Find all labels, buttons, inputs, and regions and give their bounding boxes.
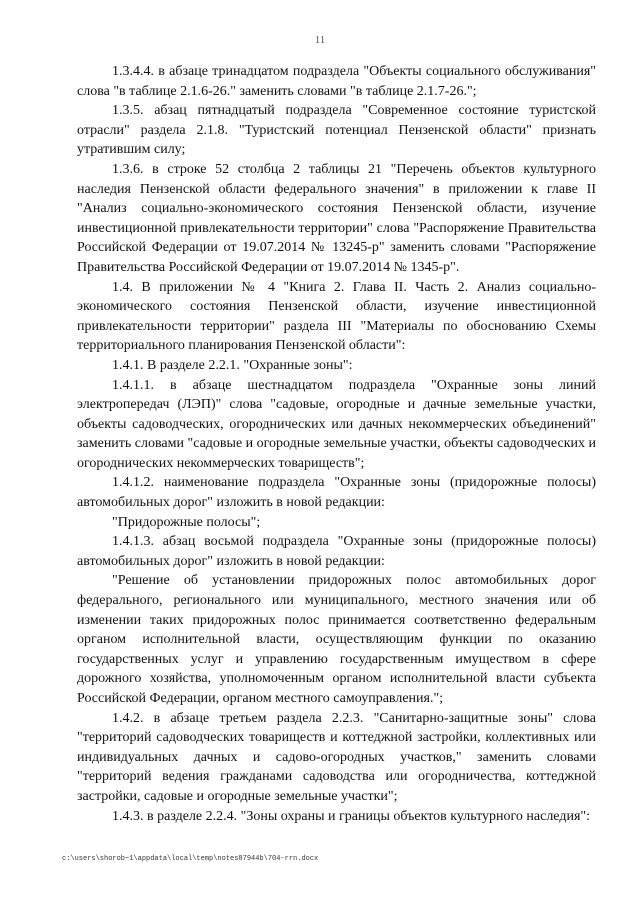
- footer-file-path: c:\users\shorob~1\appdata\local\temp\notes87944b\704-rrn.docx: [62, 855, 319, 863]
- paragraph-1-4-3: 1.4.3. в разделе 2.2.4. "Зоны охраны и границы объектов культурного наследия":: [112, 808, 590, 824]
- paragraph-decision-quote: "Решение об установлении придорожных полос автомобильных дорог федерального, регионального или муниципального, местного значения или об изменении таких придорожных полос принимается соответственно федеральным органом исполнительной власти, осуществляющим функции по оказанию государственных услуг и управлению государственным имуществом в сфере дорожного хозяйства, уполномоченным органом исполнительной власти субъекта Российской Федерации, органом местного самоуправления.";: [77, 573, 596, 706]
- paragraph-1-4-2: 1.4.2. в абзаце третьем раздела 2.2.3. "Санитарно-защитные зоны" слова "территорий садоводческих товариществ и коттеджной застройки, коллективных или индивидуальных дачных и садово-огородных участков," заменить словами "территорий ведения гражданами садоводства или огородничества, коттеджной застройки, садовые и огородные земельные участки";: [77, 710, 596, 804]
- paragraph-1-4-1-1: 1.4.1.1. в абзаце шестнадцатом подраздела "Охранные зоны линий электропередач (ЛЭП)" слова "садовые, огородные и дачные земельные участки, объекты садоводческих, огороднических или дачных некоммерческих объединений" заменить словами "садовые и огородные земельные участки, объекты садоводческих и огороднических некоммерческих товариществ";: [77, 377, 596, 471]
- paragraph-1-4-1-2: 1.4.1.2. наименование подраздела "Охранные зоны (придорожные полосы) автомобильных дорог" изложить в новой редакции:: [77, 475, 596, 511]
- paragraph-1-3-5: 1.3.5. абзац пятнадцатый подраздела "Современное состояние туристской отрасли" раздела 2.1.8. "Туристский потенциал Пензенской области" признать утратившим силу;: [77, 103, 596, 158]
- page-number: 11: [314, 34, 326, 46]
- paragraph-1-3-4-4: 1.3.4.4. в абзаце тринадцатом подраздела "Объекты социального обслуживания" слова "в таблице 2.1.6-26." заменить словами "в таблице 2.1.7-26.";: [77, 64, 596, 99]
- paragraph-1-4-1: 1.4.1. В разделе 2.2.1. "Охранные зоны":: [112, 357, 353, 373]
- paragraph-1-4: 1.4. В приложении № 4 "Книга 2. Глава II. Часть 2. Анализ социально-экономического состояния Пензенской области, изучение инвестиционной привлекательности территории" раздела III "Материалы по обоснованию Схемы территориального планирования Пензенской области":: [77, 279, 596, 354]
- paragraph-1-4-1-3: 1.4.1.3. абзац восьмой подраздела "Охранные зоны (придорожные полосы) автомобильных дорог" изложить в новой редакции:: [77, 534, 596, 569]
- paragraph-1-3-6: 1.3.6. в строке 52 столбца 2 таблицы 21 "Перечень объектов культурного наследия Пензенской области федерального значения" в приложении к главе II "Анализ социально-экономического состояния Пензенской области, изучение инвестиционной привлекательности территории" слова "Распоряжение Правительства Российской Федерации от 19.07.2014 № 13245-р" заменить словами "Распоряжение Правительства Российской Федерации от 19.07.2014 № 1345-р".: [77, 161, 596, 275]
- paragraph-roadside-strips: "Придорожные полосы";: [112, 514, 261, 530]
- document-body: [77, 62, 596, 826]
